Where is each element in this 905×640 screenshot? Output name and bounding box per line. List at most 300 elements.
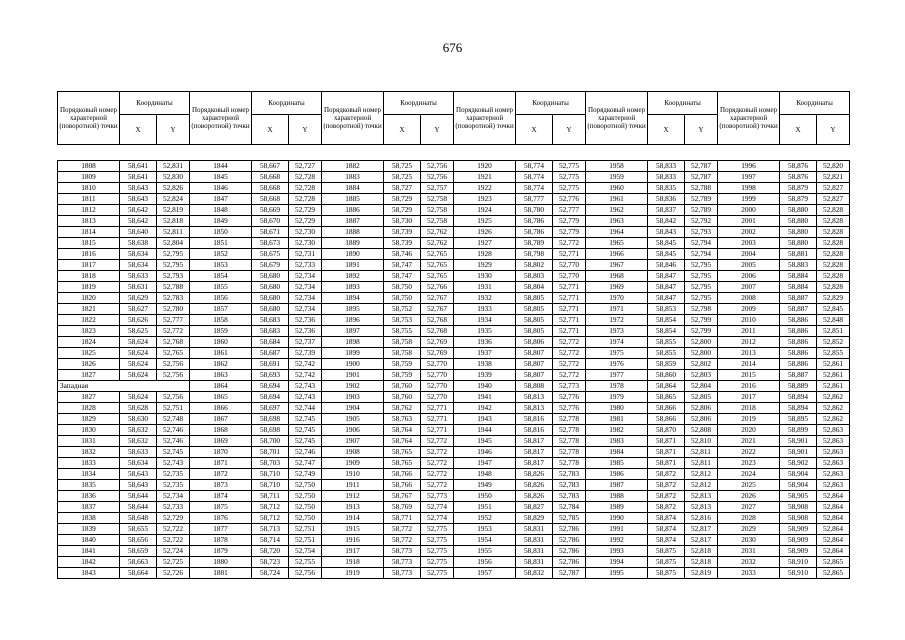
point-number-cell: 1843 (58, 568, 120, 579)
header-x: X (252, 115, 289, 145)
point-number-cell: 1857 (190, 304, 252, 315)
point-number-cell: 1933 (454, 304, 516, 315)
y-coordinate-cell: 52,745 (157, 447, 190, 458)
x-coordinate-cell: 58,764 (384, 425, 421, 436)
point-number-cell: 1935 (454, 326, 516, 337)
x-coordinate-cell: 58,843 (648, 227, 685, 238)
x-coordinate-cell: 58,884 (780, 282, 817, 293)
x-coordinate-cell: 58,764 (384, 436, 421, 447)
y-coordinate-cell: 52,729 (289, 205, 322, 216)
point-number-cell: 2020 (718, 425, 780, 436)
point-number-cell: 2006 (718, 271, 780, 282)
y-coordinate-cell: 52,733 (289, 260, 322, 271)
x-coordinate-cell: 58,880 (780, 205, 817, 216)
x-coordinate-cell: 58,908 (780, 502, 817, 513)
point-number-cell: 1868 (190, 425, 252, 436)
y-coordinate-cell: 52,734 (289, 304, 322, 315)
x-coordinate-cell: 58,759 (384, 359, 421, 370)
x-coordinate-cell: 58,774 (516, 183, 553, 194)
y-coordinate-cell: 52,773 (553, 381, 586, 392)
x-coordinate-cell: 58,847 (648, 282, 685, 293)
x-coordinate-cell: 58,831 (516, 535, 553, 546)
x-coordinate-cell: 58,727 (384, 183, 421, 194)
point-number-cell: 1973 (586, 326, 648, 337)
point-number-cell: 2009 (718, 304, 780, 315)
point-number-cell: 1905 (322, 414, 384, 425)
x-coordinate-cell: 58,854 (648, 326, 685, 337)
y-coordinate-cell: 52,851 (817, 326, 850, 337)
point-number-cell: 1837 (58, 502, 120, 513)
point-number-cell: 1938 (454, 359, 516, 370)
y-coordinate-cell: 52,864 (817, 535, 850, 546)
point-number-cell: 2032 (718, 557, 780, 568)
table-row (58, 513, 850, 524)
table-row (58, 227, 850, 238)
x-coordinate-cell: 58,675 (252, 249, 289, 260)
y-coordinate-cell: 52,756 (157, 392, 190, 403)
x-coordinate-cell: 58,833 (648, 172, 685, 183)
table-row (58, 557, 850, 568)
x-coordinate-cell: 58,643 (120, 469, 157, 480)
header-point-number: Порядковый номер характерной (поворотной) точки (454, 92, 516, 145)
x-coordinate-cell: 58,886 (780, 337, 817, 348)
x-coordinate-cell: 58,684 (252, 337, 289, 348)
point-number-cell: 1833 (58, 458, 120, 469)
x-coordinate-cell: 58,747 (384, 271, 421, 282)
x-coordinate-cell: 58,789 (516, 238, 553, 249)
point-number-cell: 1911 (322, 480, 384, 491)
y-coordinate-cell: 52,772 (421, 458, 454, 469)
x-coordinate-cell: 58,697 (252, 403, 289, 414)
point-number-cell: 2029 (718, 524, 780, 535)
x-coordinate-cell: 58,829 (516, 513, 553, 524)
table-row (58, 414, 850, 425)
y-coordinate-cell: 52,745 (289, 436, 322, 447)
y-coordinate-cell: 52,770 (421, 359, 454, 370)
point-number-cell: 1880 (190, 557, 252, 568)
y-coordinate-cell: 52,779 (553, 227, 586, 238)
y-coordinate-cell: 52,734 (289, 282, 322, 293)
point-number-cell: 1901 (322, 370, 384, 381)
x-coordinate-cell: 58,817 (516, 458, 553, 469)
y-coordinate-cell: 52,787 (685, 161, 718, 172)
y-coordinate-cell: 52,773 (421, 491, 454, 502)
point-number-cell: 1957 (454, 568, 516, 579)
point-number-cell: 2015 (718, 370, 780, 381)
x-coordinate-cell: 58,729 (384, 194, 421, 205)
y-coordinate-cell: 52,776 (553, 194, 586, 205)
y-coordinate-cell: 52,735 (157, 469, 190, 480)
x-coordinate-cell: 58,817 (516, 447, 553, 458)
point-number-cell: 1829 (58, 414, 120, 425)
point-number-cell: 1883 (322, 172, 384, 183)
y-coordinate-cell: 52,845 (817, 304, 850, 315)
point-number-cell: 1863 (190, 370, 252, 381)
y-coordinate-cell: 52,775 (421, 524, 454, 535)
x-coordinate-cell: 58,901 (780, 436, 817, 447)
y-coordinate-cell: 52,744 (289, 403, 322, 414)
point-number-cell: 1855 (190, 282, 252, 293)
x-coordinate-cell: 58,634 (120, 249, 157, 260)
header-x: X (516, 115, 553, 145)
x-coordinate-cell: 58,663 (120, 557, 157, 568)
x-coordinate-cell: 58,887 (780, 370, 817, 381)
point-number-cell: 1939 (454, 370, 516, 381)
y-coordinate-cell: 52,811 (157, 227, 190, 238)
y-coordinate-cell: 52,819 (157, 205, 190, 216)
x-coordinate-cell: 58,755 (384, 326, 421, 337)
y-coordinate-cell: 52,771 (553, 249, 586, 260)
y-coordinate-cell: 52,770 (421, 381, 454, 392)
x-coordinate-cell: 58,886 (780, 326, 817, 337)
point-number-cell: 1996 (718, 161, 780, 172)
x-coordinate-cell: 58,624 (120, 348, 157, 359)
x-coordinate-cell: 58,679 (252, 260, 289, 271)
x-coordinate-cell: 58,886 (780, 315, 817, 326)
y-coordinate-cell: 52,789 (685, 194, 718, 205)
table-row (58, 491, 850, 502)
y-coordinate-cell: 52,765 (421, 271, 454, 282)
x-coordinate-cell: 58,739 (384, 238, 421, 249)
y-coordinate-cell: 52,771 (553, 315, 586, 326)
coordinates-table (57, 160, 850, 579)
point-number-cell: 1879 (190, 546, 252, 557)
x-coordinate-cell: 58,904 (780, 469, 817, 480)
y-coordinate-cell: 52,813 (685, 491, 718, 502)
x-coordinate-cell: 58,669 (252, 205, 289, 216)
point-number-cell: 1856 (190, 293, 252, 304)
y-coordinate-cell: 52,756 (157, 370, 190, 381)
y-coordinate-cell: 52,730 (289, 238, 322, 249)
x-coordinate-cell: 58,816 (516, 425, 553, 436)
point-number-cell: 2022 (718, 447, 780, 458)
table-row (58, 348, 850, 359)
point-number-cell: 1896 (322, 315, 384, 326)
point-number-cell: 1859 (190, 326, 252, 337)
table-row (58, 546, 850, 557)
x-coordinate-cell: 58,720 (252, 546, 289, 557)
x-coordinate-cell: 58,698 (252, 425, 289, 436)
x-coordinate-cell: 58,847 (648, 271, 685, 282)
y-coordinate-cell: 52,818 (685, 557, 718, 568)
x-coordinate-cell: 58,714 (252, 535, 289, 546)
table-row (58, 282, 850, 293)
x-coordinate-cell: 58,633 (120, 271, 157, 282)
x-coordinate-cell: 58,626 (120, 315, 157, 326)
header-point-number: Порядковый номер характерной (поворотной) точки (190, 92, 252, 145)
y-coordinate-cell: 52,778 (553, 436, 586, 447)
table-row (58, 337, 850, 348)
point-number-cell: 1977 (586, 370, 648, 381)
point-number-cell: 1858 (190, 315, 252, 326)
header-y: Y (157, 115, 190, 145)
y-coordinate-cell: 52,785 (553, 513, 586, 524)
y-coordinate-cell: 52,828 (817, 249, 850, 260)
y-coordinate-cell: 52,776 (553, 403, 586, 414)
point-number-cell: 1942 (454, 403, 516, 414)
y-coordinate-cell: 52,783 (553, 469, 586, 480)
header-y: Y (289, 115, 322, 145)
point-number-cell: 1919 (322, 568, 384, 579)
x-coordinate-cell: 58,805 (516, 326, 553, 337)
point-number-cell: 1822 (58, 315, 120, 326)
point-number-cell: 1815 (58, 238, 120, 249)
header-coordinates: Координаты (120, 92, 190, 115)
y-coordinate-cell: 52,772 (421, 480, 454, 491)
header-y: Y (553, 115, 586, 145)
point-number-cell: 1912 (322, 491, 384, 502)
x-coordinate-cell: 58,831 (516, 546, 553, 557)
x-coordinate-cell: 58,765 (384, 447, 421, 458)
x-coordinate-cell: 58,880 (780, 216, 817, 227)
y-coordinate-cell: 52,735 (157, 480, 190, 491)
y-coordinate-cell: 52,772 (157, 326, 190, 337)
y-coordinate-cell: 52,863 (817, 480, 850, 491)
point-number-cell: 1870 (190, 447, 252, 458)
y-coordinate-cell: 52,743 (289, 381, 322, 392)
point-number-cell: 1817 (58, 260, 120, 271)
y-coordinate-cell: 52,828 (817, 282, 850, 293)
point-number-cell: 1955 (454, 546, 516, 557)
x-coordinate-cell: 58,683 (252, 326, 289, 337)
point-number-cell: 1925 (454, 216, 516, 227)
y-coordinate-cell: 52,864 (817, 491, 850, 502)
y-coordinate-cell: 52,795 (685, 282, 718, 293)
point-number-cell: 1876 (190, 513, 252, 524)
y-coordinate-cell: 52,783 (553, 491, 586, 502)
point-number-cell: 1916 (322, 535, 384, 546)
table-row (58, 447, 850, 458)
x-coordinate-cell: 58,875 (648, 568, 685, 579)
y-coordinate-cell: 52,831 (157, 161, 190, 172)
point-number-cell: 2030 (718, 535, 780, 546)
y-coordinate-cell: 52,772 (553, 238, 586, 249)
y-coordinate-cell: 52,802 (685, 359, 718, 370)
y-coordinate-cell: 52,768 (421, 326, 454, 337)
table-row (58, 502, 850, 513)
y-coordinate-cell: 52,805 (685, 392, 718, 403)
point-number-cell: 1941 (454, 392, 516, 403)
x-coordinate-cell: 58,767 (384, 491, 421, 502)
x-coordinate-cell: 58,694 (252, 381, 289, 392)
y-coordinate-cell: 52,821 (817, 172, 850, 183)
table-row (58, 172, 850, 183)
x-coordinate-cell: 58,816 (516, 414, 553, 425)
y-coordinate-cell: 52,795 (685, 271, 718, 282)
y-coordinate-cell: 52,818 (157, 216, 190, 227)
x-coordinate-cell: 58,630 (120, 414, 157, 425)
y-coordinate-cell: 52,749 (289, 469, 322, 480)
header-coordinates: Координаты (780, 92, 850, 115)
x-coordinate-cell: 58,772 (384, 524, 421, 535)
point-number-cell: 1846 (190, 183, 252, 194)
point-number-cell: 1924 (454, 205, 516, 216)
y-coordinate-cell: 52,733 (157, 502, 190, 513)
point-number-cell: 1960 (586, 183, 648, 194)
x-coordinate-cell: 58,910 (780, 557, 817, 568)
point-number-cell: 1934 (454, 315, 516, 326)
y-coordinate-cell: 52,770 (553, 260, 586, 271)
point-number-cell: 1887 (322, 216, 384, 227)
y-coordinate-cell: 52,777 (157, 315, 190, 326)
x-coordinate-cell: 58,752 (384, 304, 421, 315)
x-coordinate-cell: 58,664 (120, 568, 157, 579)
y-coordinate-cell: 52,736 (289, 326, 322, 337)
x-coordinate-cell: 58,680 (252, 293, 289, 304)
y-coordinate-cell: 52,768 (421, 315, 454, 326)
table-row (58, 480, 850, 491)
y-coordinate-cell: 52,766 (421, 282, 454, 293)
x-coordinate-cell: 58,765 (384, 458, 421, 469)
point-number-cell: 1832 (58, 447, 120, 458)
table-row (58, 403, 850, 414)
y-coordinate-cell: 52,765 (157, 348, 190, 359)
point-number-cell: 1873 (190, 480, 252, 491)
point-number-cell: 1862 (190, 359, 252, 370)
y-coordinate-cell: 52,783 (157, 293, 190, 304)
point-number-cell: 1962 (586, 205, 648, 216)
point-number-cell: 1918 (322, 557, 384, 568)
point-number-cell: 2005 (718, 260, 780, 271)
x-coordinate-cell: 58,887 (780, 304, 817, 315)
y-coordinate-cell: 52,788 (685, 183, 718, 194)
header-x: X (648, 115, 685, 145)
x-coordinate-cell: 58,866 (648, 414, 685, 425)
point-number-cell: 1958 (586, 161, 648, 172)
y-coordinate-cell: 52,786 (553, 557, 586, 568)
x-coordinate-cell: 58,871 (648, 458, 685, 469)
x-coordinate-cell: 58,700 (252, 436, 289, 447)
table-row (58, 216, 850, 227)
y-coordinate-cell: 52,812 (685, 480, 718, 491)
y-coordinate-cell: 52,864 (817, 513, 850, 524)
y-coordinate-cell: 52,855 (817, 348, 850, 359)
point-number-cell: 2004 (718, 249, 780, 260)
point-number-cell: 1976 (586, 359, 648, 370)
table-row (58, 194, 850, 205)
point-number-cell: 1981 (586, 414, 648, 425)
table-row (58, 304, 850, 315)
point-number-cell: 1940 (454, 381, 516, 392)
x-coordinate-cell: 58,909 (780, 524, 817, 535)
point-number-cell: 2010 (718, 315, 780, 326)
x-coordinate-cell: 58,807 (516, 359, 553, 370)
x-coordinate-cell: 58,712 (252, 502, 289, 513)
x-coordinate-cell: 58,766 (384, 469, 421, 480)
x-coordinate-cell: 58,845 (648, 249, 685, 260)
point-number-cell: 1913 (322, 502, 384, 513)
x-coordinate-cell: 58,874 (648, 524, 685, 535)
y-coordinate-cell: 52,758 (421, 216, 454, 227)
y-coordinate-cell: 52,769 (421, 348, 454, 359)
x-coordinate-cell: 58,807 (516, 370, 553, 381)
y-coordinate-cell: 52,734 (157, 491, 190, 502)
point-number-cell: 1809 (58, 172, 120, 183)
x-coordinate-cell: 58,872 (648, 480, 685, 491)
point-number-cell: 1907 (322, 436, 384, 447)
x-coordinate-cell: 58,855 (648, 337, 685, 348)
y-coordinate-cell: 52,728 (289, 194, 322, 205)
y-coordinate-cell: 52,750 (289, 513, 322, 524)
y-coordinate-cell: 52,778 (553, 458, 586, 469)
x-coordinate-cell: 58,798 (516, 249, 553, 260)
x-coordinate-cell: 58,894 (780, 403, 817, 414)
point-number-cell: 1952 (454, 513, 516, 524)
y-coordinate-cell: 52,731 (289, 249, 322, 260)
x-coordinate-cell: 58,773 (384, 546, 421, 557)
x-coordinate-cell: 58,673 (252, 238, 289, 249)
point-number-cell: 1908 (322, 447, 384, 458)
point-number-cell: 1974 (586, 337, 648, 348)
point-number-cell: 1914 (322, 513, 384, 524)
y-coordinate-cell: 52,775 (421, 557, 454, 568)
y-coordinate-cell: 52,819 (685, 568, 718, 579)
point-number-cell: 1922 (454, 183, 516, 194)
y-coordinate-cell: 52,722 (157, 524, 190, 535)
point-number-cell: 2018 (718, 403, 780, 414)
x-coordinate-cell: 58,871 (648, 436, 685, 447)
point-number-cell: 1987 (586, 480, 648, 491)
x-coordinate-cell: 58,872 (648, 502, 685, 513)
page-number: 676 (442, 40, 463, 55)
point-number-cell: 1823 (58, 326, 120, 337)
point-number-cell: 1979 (586, 392, 648, 403)
point-number-cell: 1854 (190, 271, 252, 282)
point-number-cell: 1839 (58, 524, 120, 535)
table-row (58, 326, 850, 337)
x-coordinate-cell: 58,875 (648, 546, 685, 557)
y-coordinate-cell: 52,799 (685, 326, 718, 337)
point-number-cell: 1850 (190, 227, 252, 238)
point-number-cell: 1824 (58, 337, 120, 348)
x-coordinate-cell: 58,668 (252, 172, 289, 183)
y-coordinate-cell: 52,770 (421, 370, 454, 381)
x-coordinate-cell: 58,683 (252, 315, 289, 326)
x-coordinate-cell: 58,713 (252, 524, 289, 535)
x-coordinate-cell: 58,711 (252, 491, 289, 502)
y-coordinate-cell: 52,861 (817, 381, 850, 392)
point-number-cell: 1890 (322, 249, 384, 260)
point-number-cell: 1821 (58, 304, 120, 315)
y-coordinate-cell: 52,746 (289, 447, 322, 458)
x-coordinate-cell: 58,624 (120, 370, 157, 381)
y-coordinate-cell: 52,795 (157, 249, 190, 260)
x-coordinate-cell: 58,806 (516, 337, 553, 348)
point-number-cell: 1980 (586, 403, 648, 414)
x-coordinate-cell: 58,777 (516, 194, 553, 205)
x-coordinate-cell: 58,644 (120, 491, 157, 502)
y-coordinate-cell: 52,789 (685, 205, 718, 216)
y-coordinate-cell: 52,817 (685, 524, 718, 535)
x-coordinate-cell: 58,871 (648, 447, 685, 458)
point-number-cell: 1834 (58, 469, 120, 480)
point-number-cell: 1897 (322, 326, 384, 337)
x-coordinate-cell: 58,760 (384, 392, 421, 403)
point-number-cell: 1961 (586, 194, 648, 205)
y-coordinate-cell: 52,863 (817, 469, 850, 480)
x-coordinate-cell: 58,687 (252, 348, 289, 359)
x-coordinate-cell: 58,710 (252, 480, 289, 491)
x-coordinate-cell: 58,624 (120, 392, 157, 403)
point-number-cell: 1894 (322, 293, 384, 304)
y-coordinate-cell: 52,827 (817, 194, 850, 205)
x-coordinate-cell: 58,831 (516, 557, 553, 568)
y-coordinate-cell: 52,829 (817, 293, 850, 304)
y-coordinate-cell: 52,724 (157, 546, 190, 557)
point-number-cell: 1969 (586, 282, 648, 293)
x-coordinate-cell: 58,758 (384, 337, 421, 348)
table-row (58, 315, 850, 326)
